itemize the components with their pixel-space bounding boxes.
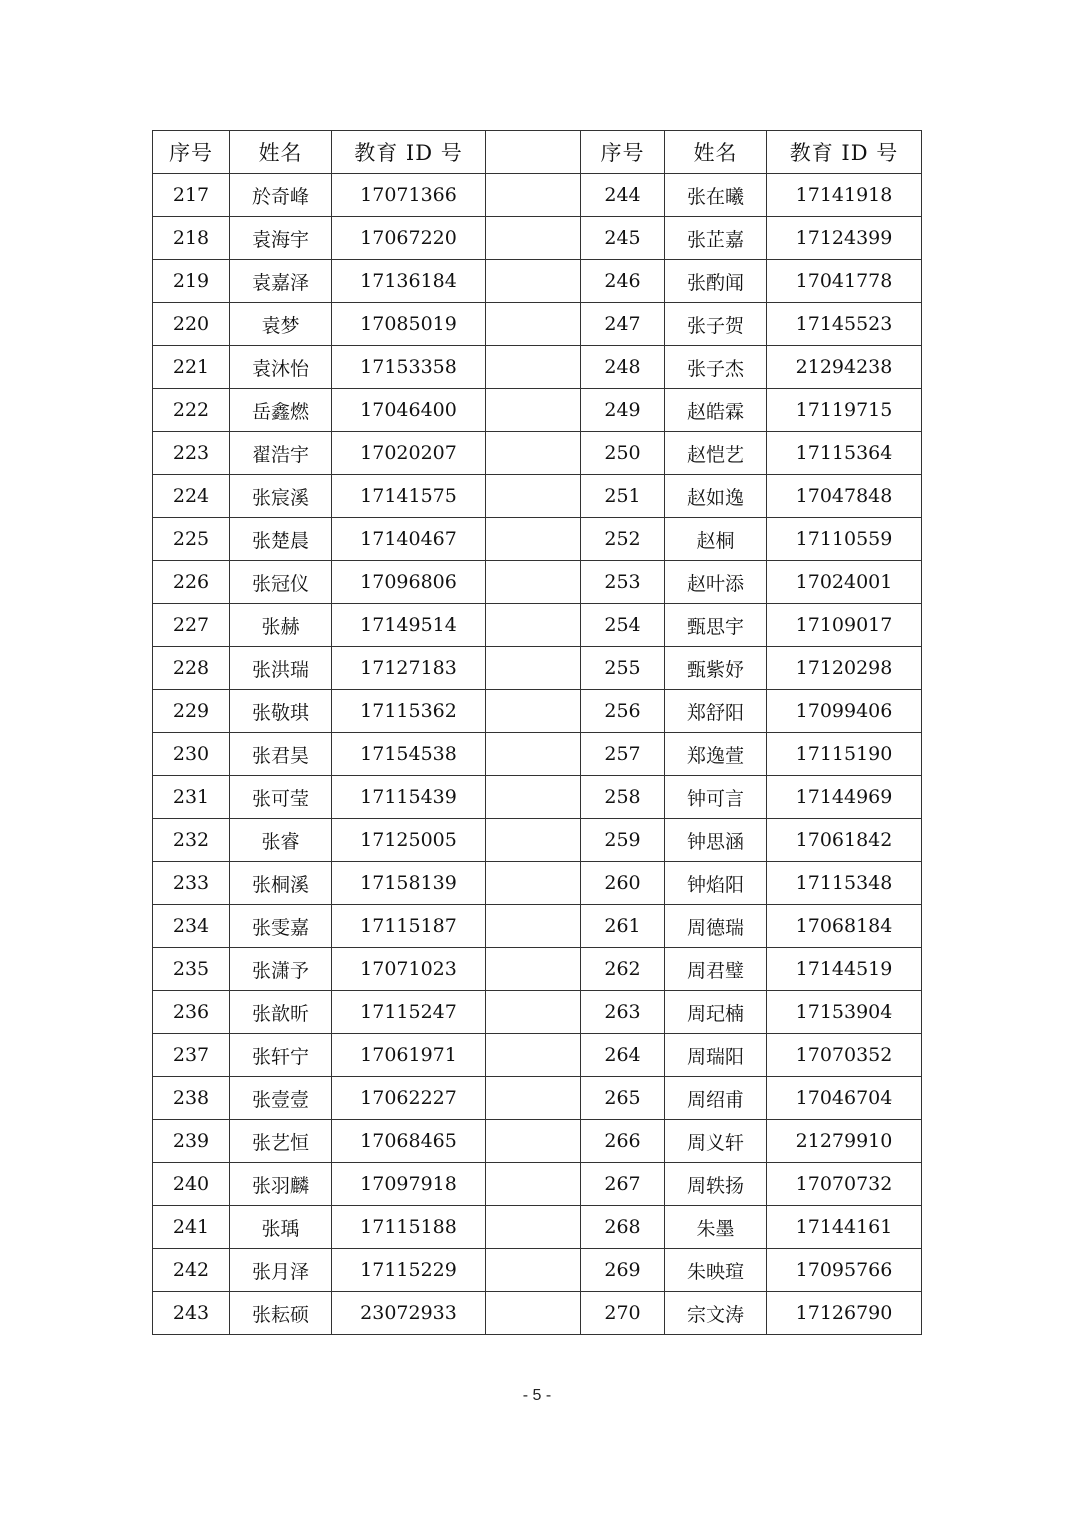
column-gap	[486, 733, 581, 776]
cell-name-right: 张子杰	[665, 346, 767, 389]
column-gap	[486, 174, 581, 217]
header-name-right: 姓名	[665, 131, 767, 174]
column-gap	[486, 1249, 581, 1292]
column-gap	[486, 776, 581, 819]
cell-id-right: 17141918	[767, 174, 922, 217]
cell-seq-right: 265	[581, 1077, 665, 1120]
table-row	[153, 303, 922, 346]
cell-id-right: 17095766	[767, 1249, 922, 1292]
cell-seq-left: 229	[153, 690, 230, 733]
cell-id-left: 17071023	[332, 948, 486, 991]
cell-id-right: 17144519	[767, 948, 922, 991]
cell-id-right: 17145523	[767, 303, 922, 346]
cell-name-right: 钟焰阳	[665, 862, 767, 905]
cell-name-right: 周玘楠	[665, 991, 767, 1034]
column-gap	[486, 1292, 581, 1335]
cell-seq-left: 234	[153, 905, 230, 948]
column-gap	[486, 948, 581, 991]
table-row	[153, 260, 922, 303]
cell-name-left: 张赫	[230, 604, 332, 647]
table-row	[153, 475, 922, 518]
cell-seq-left: 237	[153, 1034, 230, 1077]
cell-name-right: 张在曦	[665, 174, 767, 217]
cell-id-left: 17020207	[332, 432, 486, 475]
cell-seq-left: 233	[153, 862, 230, 905]
table-row	[153, 174, 922, 217]
cell-name-right: 朱映瑄	[665, 1249, 767, 1292]
cell-id-right: 17070732	[767, 1163, 922, 1206]
column-gap	[486, 518, 581, 561]
cell-name-right: 周绍甫	[665, 1077, 767, 1120]
cell-seq-right: 261	[581, 905, 665, 948]
table-row	[153, 733, 922, 776]
cell-id-left: 17153358	[332, 346, 486, 389]
cell-seq-right: 263	[581, 991, 665, 1034]
cell-seq-right: 260	[581, 862, 665, 905]
cell-id-right: 17068184	[767, 905, 922, 948]
table-row	[153, 432, 922, 475]
cell-id-right: 17144161	[767, 1206, 922, 1249]
cell-seq-left: 219	[153, 260, 230, 303]
cell-name-left: 张冠仪	[230, 561, 332, 604]
cell-id-left: 17125005	[332, 819, 486, 862]
cell-seq-right: 255	[581, 647, 665, 690]
cell-seq-left: 240	[153, 1163, 230, 1206]
header-id-right: 教育 ID 号	[767, 131, 922, 174]
cell-seq-right: 244	[581, 174, 665, 217]
cell-name-right: 周瑞阳	[665, 1034, 767, 1077]
column-gap	[486, 1034, 581, 1077]
cell-id-right: 17041778	[767, 260, 922, 303]
cell-name-right: 赵如逸	[665, 475, 767, 518]
cell-name-left: 张敬琪	[230, 690, 332, 733]
table-row	[153, 1034, 922, 1077]
cell-seq-right: 254	[581, 604, 665, 647]
table-row	[153, 1077, 922, 1120]
cell-name-right: 郑舒阳	[665, 690, 767, 733]
cell-id-left: 17115362	[332, 690, 486, 733]
column-gap	[486, 905, 581, 948]
cell-seq-left: 235	[153, 948, 230, 991]
cell-name-right: 周君璧	[665, 948, 767, 991]
cell-seq-left: 222	[153, 389, 230, 432]
cell-id-left: 17115439	[332, 776, 486, 819]
cell-name-left: 张宸溪	[230, 475, 332, 518]
cell-id-right: 17099406	[767, 690, 922, 733]
cell-name-left: 张艺恒	[230, 1120, 332, 1163]
cell-name-right: 钟思涵	[665, 819, 767, 862]
column-gap	[486, 862, 581, 905]
cell-name-right: 甄紫妤	[665, 647, 767, 690]
cell-id-right: 21279910	[767, 1120, 922, 1163]
cell-id-left: 17085019	[332, 303, 486, 346]
cell-seq-left: 232	[153, 819, 230, 862]
table-row	[153, 217, 922, 260]
cell-seq-right: 266	[581, 1120, 665, 1163]
table-row	[153, 1163, 922, 1206]
cell-name-right: 甄思宇	[665, 604, 767, 647]
cell-id-right: 17061842	[767, 819, 922, 862]
cell-seq-right: 250	[581, 432, 665, 475]
cell-id-right: 21294238	[767, 346, 922, 389]
cell-seq-right: 256	[581, 690, 665, 733]
cell-seq-left: 239	[153, 1120, 230, 1163]
column-gap	[486, 303, 581, 346]
cell-id-left: 17071366	[332, 174, 486, 217]
cell-id-left: 17097918	[332, 1163, 486, 1206]
cell-id-right: 17144969	[767, 776, 922, 819]
cell-name-right: 钟可言	[665, 776, 767, 819]
cell-seq-left: 231	[153, 776, 230, 819]
cell-name-left: 张轩宁	[230, 1034, 332, 1077]
cell-id-left: 17158139	[332, 862, 486, 905]
table-row	[153, 389, 922, 432]
cell-seq-left: 224	[153, 475, 230, 518]
cell-name-left: 张羽麟	[230, 1163, 332, 1206]
roster-body	[153, 174, 922, 1335]
cell-seq-left: 227	[153, 604, 230, 647]
cell-name-left: 於奇峰	[230, 174, 332, 217]
cell-seq-right: 267	[581, 1163, 665, 1206]
cell-seq-right: 251	[581, 475, 665, 518]
cell-seq-left: 225	[153, 518, 230, 561]
cell-name-left: 翟浩宇	[230, 432, 332, 475]
cell-seq-right: 264	[581, 1034, 665, 1077]
column-gap	[486, 346, 581, 389]
cell-seq-left: 236	[153, 991, 230, 1034]
cell-id-left: 17141575	[332, 475, 486, 518]
header-id-left: 教育 ID 号	[332, 131, 486, 174]
cell-seq-right: 262	[581, 948, 665, 991]
column-gap	[486, 1163, 581, 1206]
cell-seq-right: 247	[581, 303, 665, 346]
cell-id-right: 17070352	[767, 1034, 922, 1077]
cell-name-left: 张歆昕	[230, 991, 332, 1034]
cell-seq-right: 269	[581, 1249, 665, 1292]
cell-seq-right: 248	[581, 346, 665, 389]
cell-name-right: 周轶扬	[665, 1163, 767, 1206]
table-row	[153, 690, 922, 733]
cell-seq-left: 243	[153, 1292, 230, 1335]
table-row	[153, 905, 922, 948]
header-row	[153, 131, 922, 174]
column-gap	[486, 647, 581, 690]
column-gap	[486, 1120, 581, 1163]
page-number: - 5 -	[522, 1387, 552, 1404]
cell-seq-left: 218	[153, 217, 230, 260]
cell-id-right: 17115348	[767, 862, 922, 905]
cell-id-right: 17047848	[767, 475, 922, 518]
cell-name-right: 周德瑞	[665, 905, 767, 948]
header-seq-left: 序号	[153, 131, 230, 174]
cell-id-right: 17046704	[767, 1077, 922, 1120]
cell-id-right: 17109017	[767, 604, 922, 647]
table-row	[153, 1249, 922, 1292]
cell-id-left: 17062227	[332, 1077, 486, 1120]
cell-seq-right: 252	[581, 518, 665, 561]
column-gap	[486, 561, 581, 604]
cell-name-left: 袁梦	[230, 303, 332, 346]
cell-name-right: 张子贺	[665, 303, 767, 346]
cell-id-left: 23072933	[332, 1292, 486, 1335]
cell-name-left: 张雯嘉	[230, 905, 332, 948]
table-row	[153, 948, 922, 991]
cell-seq-right: 259	[581, 819, 665, 862]
cell-id-left: 17115188	[332, 1206, 486, 1249]
cell-seq-left: 221	[153, 346, 230, 389]
cell-id-left: 17068465	[332, 1120, 486, 1163]
cell-name-left: 张君昊	[230, 733, 332, 776]
column-gap	[486, 260, 581, 303]
table-row	[153, 819, 922, 862]
header-seq-right: 序号	[581, 131, 665, 174]
cell-name-right: 朱墨	[665, 1206, 767, 1249]
header-name-left: 姓名	[230, 131, 332, 174]
table-row	[153, 776, 922, 819]
cell-name-left: 张可莹	[230, 776, 332, 819]
cell-id-right: 17126790	[767, 1292, 922, 1335]
column-gap	[486, 389, 581, 432]
cell-name-left: 张瑀	[230, 1206, 332, 1249]
column-gap	[486, 475, 581, 518]
cell-id-left: 17115187	[332, 905, 486, 948]
cell-id-right: 17124399	[767, 217, 922, 260]
cell-id-left: 17115247	[332, 991, 486, 1034]
cell-id-left: 17127183	[332, 647, 486, 690]
cell-seq-right: 245	[581, 217, 665, 260]
cell-seq-left: 230	[153, 733, 230, 776]
cell-id-left: 17136184	[332, 260, 486, 303]
cell-seq-left: 217	[153, 174, 230, 217]
cell-id-left: 17067220	[332, 217, 486, 260]
cell-id-left: 17149514	[332, 604, 486, 647]
cell-name-right: 张芷嘉	[665, 217, 767, 260]
column-gap	[486, 1206, 581, 1249]
cell-name-right: 宗文涛	[665, 1292, 767, 1335]
column-gap	[486, 604, 581, 647]
column-gap	[486, 991, 581, 1034]
table-row	[153, 346, 922, 389]
cell-name-left: 张壹壹	[230, 1077, 332, 1120]
cell-id-left: 17140467	[332, 518, 486, 561]
cell-seq-left: 220	[153, 303, 230, 346]
cell-name-left: 张潇予	[230, 948, 332, 991]
table-row	[153, 1292, 922, 1335]
cell-id-right: 17110559	[767, 518, 922, 561]
table-row	[153, 1120, 922, 1163]
cell-id-left: 17115229	[332, 1249, 486, 1292]
cell-name-right: 赵叶添	[665, 561, 767, 604]
cell-seq-left: 223	[153, 432, 230, 475]
cell-id-left: 17046400	[332, 389, 486, 432]
cell-seq-right: 246	[581, 260, 665, 303]
cell-seq-left: 241	[153, 1206, 230, 1249]
table-row	[153, 991, 922, 1034]
cell-name-left: 袁海宇	[230, 217, 332, 260]
cell-seq-right: 253	[581, 561, 665, 604]
cell-name-left: 张桐溪	[230, 862, 332, 905]
cell-name-left: 岳鑫燃	[230, 389, 332, 432]
cell-seq-right: 257	[581, 733, 665, 776]
column-gap	[486, 432, 581, 475]
cell-seq-left: 226	[153, 561, 230, 604]
cell-name-left: 张耘硕	[230, 1292, 332, 1335]
cell-name-left: 袁嘉泽	[230, 260, 332, 303]
cell-id-right: 17115364	[767, 432, 922, 475]
table-row	[153, 647, 922, 690]
cell-name-left: 张楚晨	[230, 518, 332, 561]
cell-name-left: 张洪瑞	[230, 647, 332, 690]
cell-name-right: 郑逸萱	[665, 733, 767, 776]
roster-table	[152, 130, 922, 1335]
table-row	[153, 604, 922, 647]
cell-name-left: 袁沐怡	[230, 346, 332, 389]
column-gap	[486, 131, 581, 174]
cell-name-right: 赵皓霖	[665, 389, 767, 432]
cell-seq-right: 268	[581, 1206, 665, 1249]
table-row	[153, 561, 922, 604]
column-gap	[486, 217, 581, 260]
cell-name-left: 张睿	[230, 819, 332, 862]
cell-name-right: 周义轩	[665, 1120, 767, 1163]
cell-seq-right: 249	[581, 389, 665, 432]
cell-name-left: 张月泽	[230, 1249, 332, 1292]
cell-seq-right: 270	[581, 1292, 665, 1335]
cell-id-left: 17096806	[332, 561, 486, 604]
cell-id-left: 17061971	[332, 1034, 486, 1077]
table-row	[153, 518, 922, 561]
cell-id-right: 17115190	[767, 733, 922, 776]
cell-id-right: 17120298	[767, 647, 922, 690]
column-gap	[486, 819, 581, 862]
column-gap	[486, 1077, 581, 1120]
cell-seq-right: 258	[581, 776, 665, 819]
cell-id-right: 17119715	[767, 389, 922, 432]
table-row	[153, 1206, 922, 1249]
table-row	[153, 862, 922, 905]
cell-name-right: 赵桐	[665, 518, 767, 561]
cell-seq-left: 228	[153, 647, 230, 690]
cell-id-left: 17154538	[332, 733, 486, 776]
cell-id-right: 17153904	[767, 991, 922, 1034]
column-gap	[486, 690, 581, 733]
cell-name-right: 赵恺艺	[665, 432, 767, 475]
cell-id-right: 17024001	[767, 561, 922, 604]
cell-seq-left: 238	[153, 1077, 230, 1120]
cell-name-right: 张酌闻	[665, 260, 767, 303]
cell-seq-left: 242	[153, 1249, 230, 1292]
